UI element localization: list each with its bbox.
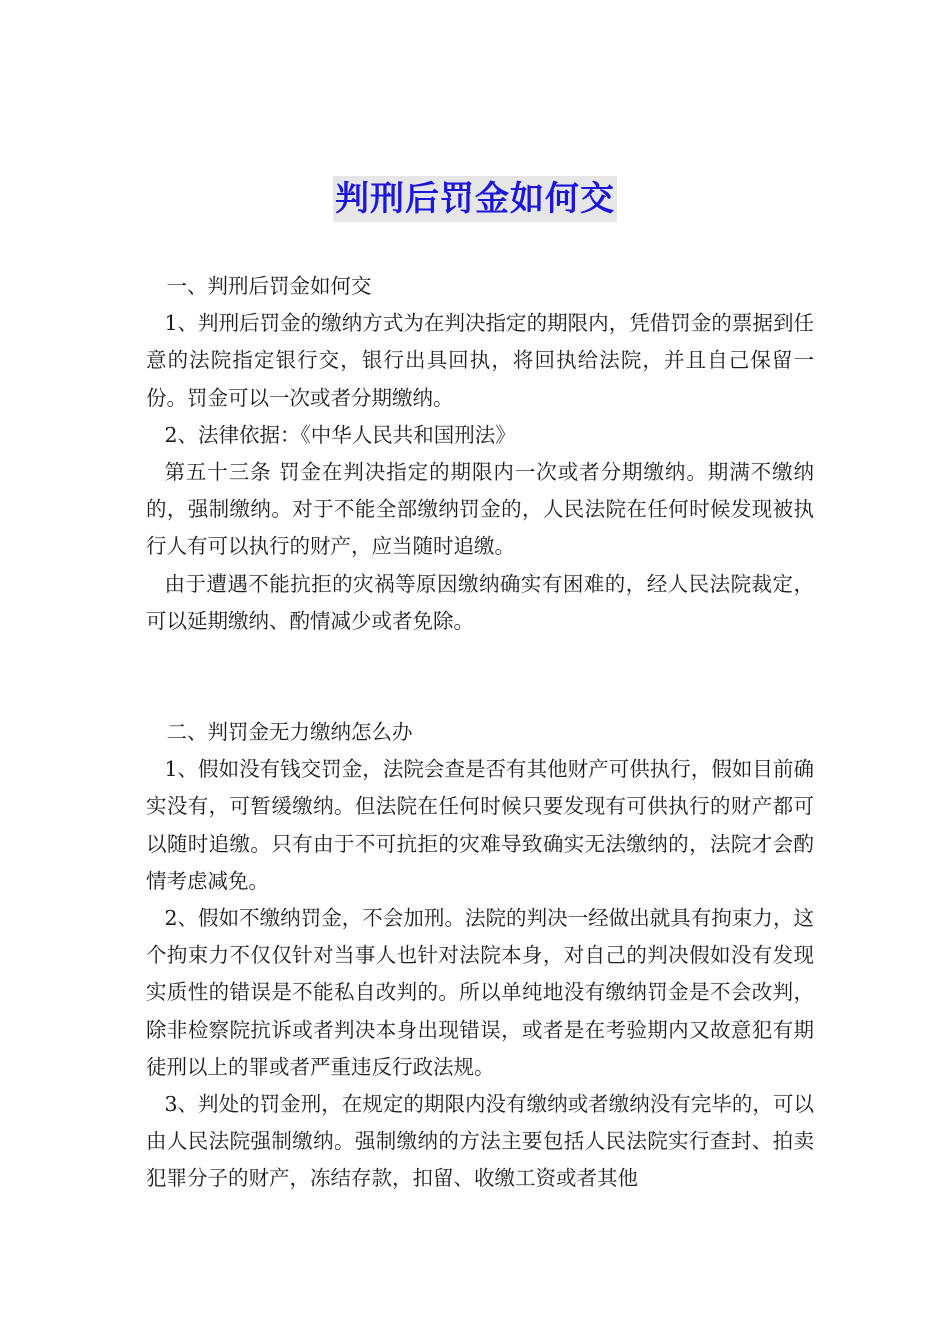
document-title: 判刑后罚金如何交: [333, 176, 617, 222]
section-2-paragraph-2: 2、假如不缴纳罚金，不会加刑。法院的判决一经做出就具有拘束力，这个拘束力不仅仅针对当事人也针对法院本身，对自己的判决假如没有发现实质性的错误是不能私自改判的。所以单纯地没有缴纳罚金是不会改判，除非检察院抗诉或者判决本身出现错误，或者是在考验期内又故意犯有期徒刑以上的罪或者严重违反行政法规。: [146, 906, 814, 1079]
section-1-paragraph-4: 由于遭遇不能抗拒的灾祸等原因缴纳确实有困难的，经人民法院裁定，可以延期缴纳、酌情减少或者免除。: [146, 571, 814, 633]
section-spacer: [146, 640, 814, 714]
section-2-heading: 二、判罚金无力缴纳怎么办: [166, 720, 413, 745]
section-1-paragraph-2: 2、法律依据：《中华人民共和国刑法》: [164, 422, 516, 447]
section-1-paragraph-3: 第五十三条 罚金在判决指定的期限内一次或者分期缴纳。期满不缴纳的，强制缴纳。对于不能全部缴纳罚金的，人民法院在任何时候发现被执行人有可以执行的财产，应当随时追缴。: [146, 460, 814, 559]
section-2-paragraph-1: 1、假如没有钱交罚金，法院会查是否有其他财产可供执行，假如目前确实没有，可暂缓缴纳。但法院在任何时候只要发现有可供执行的财产都可以随时追缴。只有由于不可抗拒的灾难导致确实无法缴纳的，法院才会酌情考虑减免。: [146, 757, 814, 893]
document-body: [146, 268, 814, 1198]
section-1-heading: 一、判刑后罚金如何交: [166, 274, 372, 298]
section-2-paragraph-3: 3、判处的罚金刑，在规定的期限内没有缴纳或者缴纳没有完毕的，可以由人民法院强制缴纳。强制缴纳的方法主要包括人民法院实行查封、拍卖犯罪分子的财产，冻结存款，扣留、收缴工资或者其他: [146, 1092, 814, 1191]
section-1-paragraph-1: 1、判刑后罚金的缴纳方式为在判决指定的期限内，凭借罚金的票据到任意的法院指定银行交，银行出具回执，将回执给法院，并且自己保留一份。罚金可以一次或者分期缴纳。: [146, 311, 814, 410]
title-container: [0, 176, 950, 222]
